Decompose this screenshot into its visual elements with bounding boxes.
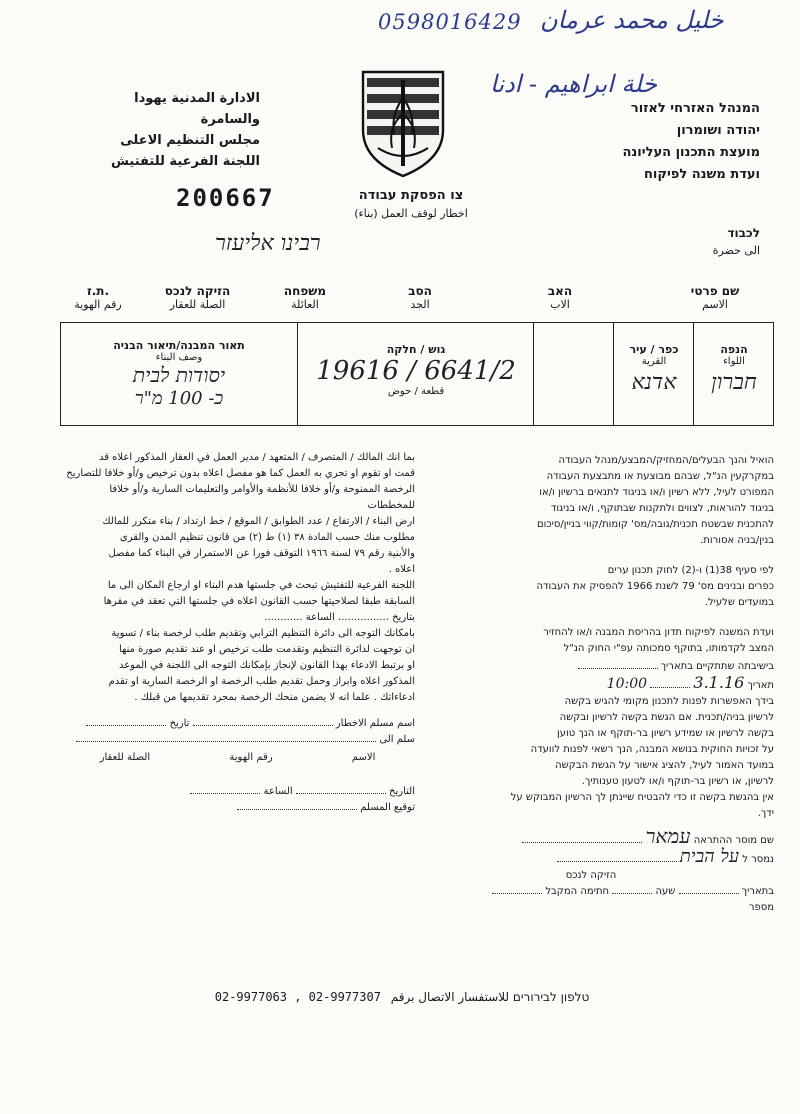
field-grandfather: הסב الجد [408, 284, 432, 311]
footer-text: טלפון לבירורים للاستفسار الاتصال برقم [390, 990, 590, 1004]
hebrew-header-line: מועצת התכנון העליונה [622, 145, 760, 160]
arabic-body-line: قمت او تقوم او تجري به العمل كما هو مفصل اعلاه بدون ترخيص و/أو خلافا للتصاريح [66, 468, 415, 479]
cell-parcel: גוש / חלקה 19616 / 6641/2 قطعة / حوض [316, 343, 516, 397]
hebrew-body-line: להתכנית שבשטח תכנית/גובה/מס' קומות/קווי בניין/סיכום [537, 519, 774, 530]
hebrew-header-line: יהודה ושומרון [676, 123, 760, 138]
hebrew-body-line: בניגוד להוראות, לצווים ולתקנות שבתוקף, ו/או בניגוד [550, 503, 774, 514]
hebrew-deliverer-line: שם מוסר ההתראה עמאר [408, 828, 774, 849]
to-label-arabic: الى حضرة [712, 244, 760, 257]
arabic-body-line: او برتبط الادعاء بهذا القانون لإنجاز بإمكانك التوجه الى اللجنة في الموعد [118, 660, 415, 671]
arabic-body-line: الرخصة الممنوحة و/أو خلافا للأنظمة والأوامر والتعليمات السارية و/أو خلافا للمخططات [109, 484, 415, 511]
cell-district: הנפה اللواء חברון [711, 343, 757, 395]
hebrew-body-line: במועד האמור לעיל, להציג אישור על הגשת הבקשה [555, 760, 774, 771]
arabic-body-line: اللجنة الفرعية للتفتيش تبحث في جلستها هدم البناء او ارجاع المكان الى ما [107, 580, 415, 591]
hebrew-notice-body [408, 453, 774, 916]
handwritten-location: خلة ابراهيم - ادنا [490, 70, 658, 98]
arabic-header-line: الادارة المدنية يهودا [134, 91, 260, 106]
arabic-body-line: بامكانك التوجه الى دائرة التنظيم الترابي وتقديم طلب لرخصة بناء / تسوية [111, 628, 415, 639]
field-father: האב الاب [547, 284, 573, 311]
hebrew-body-line: במועדים שלעיל. [704, 597, 774, 608]
arabic-body-line: السابقة طبقا لصلاحيتها حسب القانون اعلاه في جلستها التي تعقد في مقرها [103, 596, 415, 607]
hebrew-authority-header [530, 98, 760, 186]
hebrew-body-line: אין בהגשת בקשה זו כדי להבטיח שיינתן לך הרשיון המבוקש על [510, 792, 774, 803]
arabic-body-line: ان توجهت لدائرة التنظيم وتقدمت طلب ترخيص او عند تقديم صورة منها [118, 644, 415, 655]
arabic-received-by-line: سلم الى [60, 732, 415, 748]
arabic-receiver-line: اسم مسلم الاخطار تاريخ [60, 716, 415, 732]
arabic-notice-body [60, 450, 415, 816]
field-id: ת.ז. رقم الهوية [74, 284, 122, 311]
hebrew-id-line: מספר [748, 902, 774, 913]
footer-contact [42, 990, 762, 1004]
handwritten-person-name: خليل محمد عرمان [540, 6, 724, 34]
hebrew-body-line: בנין/בניה אסורות. [700, 535, 774, 546]
arabic-body-line: بما انك المالك / المتصرف / المتعهد / مدير العمل في العقار المذكور اعلاه قد [98, 452, 415, 463]
handwritten-project-name: רבינו אליעזר [215, 231, 321, 256]
hebrew-body-line: לרשיון, או רשיון בר-תוקף ו/או לטעון טענותיך. [581, 776, 774, 787]
hebrew-body-line: במקרקעין הנ"ל, שבהם מבוצעת או מתבצעת העבודה [546, 471, 774, 482]
hebrew-body-line: המצב לקדמותו, בתוקף סמכותה עפ"י החוק הנ"ל [563, 643, 774, 654]
arabic-header-line: اللجنة الفرعية للتفتيش [111, 154, 260, 169]
arabic-body-line: ادعاءاتك . علما انه لا يضمن منحك الرخصة بمجرد تقديمها من قبلك . [134, 692, 415, 703]
hebrew-body-line: ועדת המשנה לפיקוח תדון בהריסת המבנה ו/או להחזיר [543, 627, 774, 638]
arabic-title: اخطار لوقف العمل (بناء) [354, 207, 468, 220]
field-relation: הזיקה לנכס الصلة للعقار [164, 284, 231, 311]
hebrew-body-line: לרשיון בניה/תכנית. אם הגשת בקשה לרשיון ובקשה [559, 712, 774, 723]
hebrew-body-line: על זכויות החוקית בנושא המבנה, הנך רשאי לפנות לוועדה [530, 744, 774, 755]
hebrew-hearing-line: בישיבתה שתתקיים בתאריך [408, 657, 774, 675]
hebrew-dated-line: בתאריך שעה חתימה המקבל [408, 884, 774, 900]
hebrew-title: צו הפסקת עבודה [358, 188, 464, 203]
hebrew-body-line: בקשה לרשיון או שמידע רשיון בר-תוקף או הנך טוען [556, 728, 774, 739]
civil-administration-emblem [358, 68, 448, 178]
document-number: 200667 [176, 184, 275, 212]
arabic-hearing-date-line: بتاريخ ................ الساعة ............ [264, 612, 415, 623]
arabic-body-line: ارض البناء / الارتفاع / عدد الطوابق / الموقع / خط ارتداد / بناء متكرر للمالك [102, 516, 415, 527]
arabic-signature-line: توقيع المسلم [60, 800, 415, 816]
cell-description: תאור המבנה/תיאור הבניה وصف البناء יסודות לבית כ- 100 מ"ר [113, 339, 245, 409]
hebrew-body-line: בידך האפשרות לפנות לתכנון מקומי להגיש בקשה [564, 696, 774, 707]
footer-phones: 02-9977063 , 02-9977307 [214, 990, 381, 1004]
hebrew-hearing-date-line: תאריך 3.1.16 10:00 [606, 673, 774, 692]
hebrew-body-line: לפי סעיף 38(1) ו-(2) לחוק תכנון ערים [607, 565, 774, 576]
hebrew-body-line: כפרים ובנינים מס' 79 לשנת 1966 להפסיק את העבודה [536, 581, 774, 592]
hebrew-header-line: ועדת משנה לפיקוח [644, 167, 760, 182]
field-first-name: שם פרטי الاسم [690, 284, 740, 311]
property-details-table [60, 322, 774, 426]
arabic-header-line: مجلس التنظيم الاعلى [120, 133, 260, 148]
hebrew-header-line: המנהל האזרחי לאזור [630, 101, 760, 116]
arabic-date-hour-line: التاريخ الساعة [60, 784, 415, 800]
cell-village: כפר / עיר القرية אדנא [629, 343, 679, 395]
hebrew-body-line: הואיל והנך הבעלים/המחזיק/המבצע/מנהל העבודה [558, 455, 774, 466]
arabic-header-line: والسامرة [200, 112, 260, 127]
hebrew-body-line: המפורט לעיל, ללא רשיון ו/או בניגוד לתנאים ברשיון ו/או [539, 487, 774, 498]
arabic-authority-header [60, 88, 260, 172]
arabic-body-line: مطلوب منك حسب المادة ٣٨ (١) ط (٢) من قانون تنظيم المدن والقرى [119, 532, 415, 543]
hebrew-delivered-to-line: נמסר ל על הבית [408, 849, 774, 868]
arabic-columns-row: الاسم رقم الهوية الصلة للعقار [99, 752, 376, 763]
hebrew-body-line: ידך. [757, 808, 774, 819]
to-label-hebrew: לכבוד [727, 226, 760, 240]
handwritten-phone: 0598016429 [378, 10, 522, 34]
arabic-body-line: المذكور اعلاه وابراز وحمل تقديم طلب الرخصة او الرخصة السارية او تقدم [108, 676, 415, 687]
arabic-body-line: والأبنية رقم ٧٩ لسنة ١٩٦٦ التوقف فورا عن الاستمرار في البناء كما مفصل [108, 548, 415, 559]
hebrew-relation-label: הזיקה לנכס [565, 870, 617, 881]
field-family: משפחה العائلة [283, 284, 327, 311]
arabic-body-line: اعلاه . [388, 564, 415, 575]
